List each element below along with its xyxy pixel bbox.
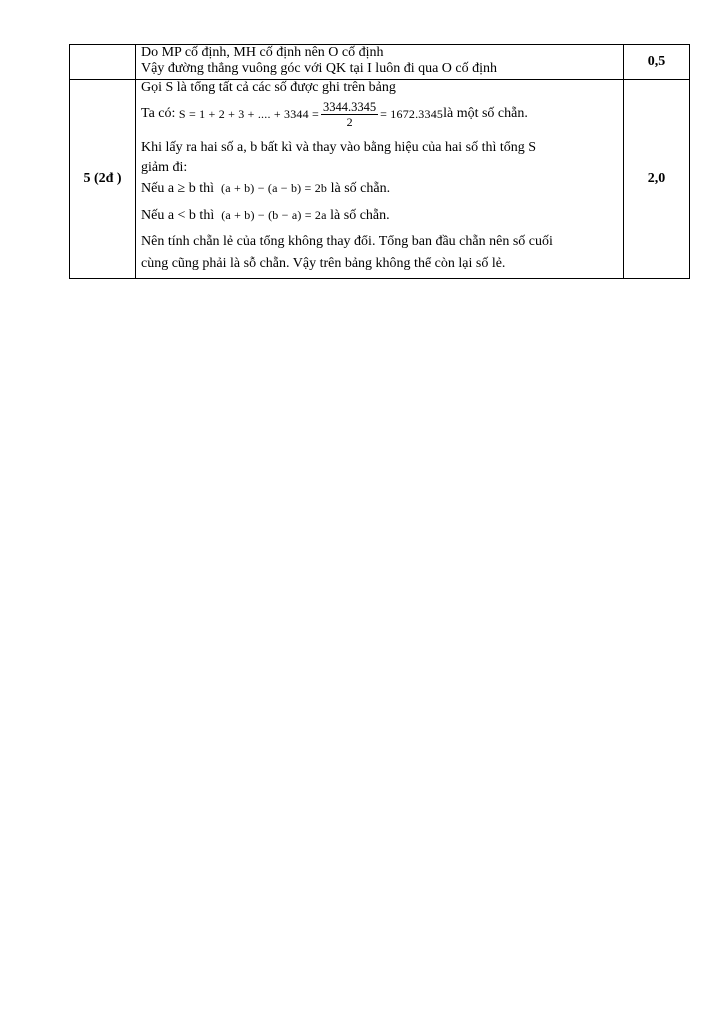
score-cell: 2,0 xyxy=(624,80,690,279)
ta-co-label: Ta có: xyxy=(141,106,176,121)
solution-line: giảm đi: xyxy=(141,160,188,175)
solution-line: cùng cũng phải là sỗ chẵn. Vậy trên bảng không thể còn lại số lẻ. xyxy=(141,256,506,271)
case-2-expression: (a + b) − (b − a) = 2a xyxy=(221,208,327,222)
table-row-previous xyxy=(70,45,690,80)
case-2-line xyxy=(141,201,618,230)
case-1-line xyxy=(141,176,618,201)
solution-cell xyxy=(136,80,624,279)
fraction-denominator: 2 xyxy=(346,114,353,129)
solution-line: Khi lấy ra hai số a, b bất kì và thay vào bằng hiệu của hai số thì tổng S xyxy=(141,140,537,155)
question-cell: 5 (2đ ) xyxy=(70,80,136,279)
sum-conclusion: là một số chẵn. xyxy=(443,106,528,121)
case-1-expression: (a + b) − (a − b) = 2b xyxy=(221,181,328,195)
sum-result: = 1672.3345 xyxy=(380,107,444,121)
fraction xyxy=(321,100,378,129)
case-2-conclusion: là số chẵn. xyxy=(330,208,390,223)
solution-line: Nên tính chẵn lẻ của tổng không thay đổi. Tổng ban đầu chẵn nên số cuối xyxy=(141,234,553,249)
solution-cell xyxy=(136,45,624,80)
solution-line: Gọi S là tổng tất cả các số được ghi trên bảng xyxy=(141,80,396,95)
grading-table xyxy=(69,44,690,279)
table-row-question-5 xyxy=(70,80,690,279)
sum-formula-line xyxy=(141,98,618,130)
question-cell xyxy=(70,45,136,80)
fraction-numerator: 3344.3345 xyxy=(323,99,377,114)
solution-line: Do MP cố định, MH cố định nên O cố định xyxy=(141,45,384,60)
case-1-conclusion: là số chẵn. xyxy=(330,181,391,196)
case-1-condition: Nếu a ≥ b thì xyxy=(141,181,215,196)
solution-line: Vậy đường thẳng vuông góc với QK tại I luôn đi qua O cố định xyxy=(141,61,498,76)
sum-expression: S = 1 + 2 + 3 + .... + 3344 = xyxy=(178,107,319,121)
case-2-condition: Nếu a < b thì xyxy=(141,208,215,223)
score-cell: 0,5 xyxy=(624,45,690,80)
